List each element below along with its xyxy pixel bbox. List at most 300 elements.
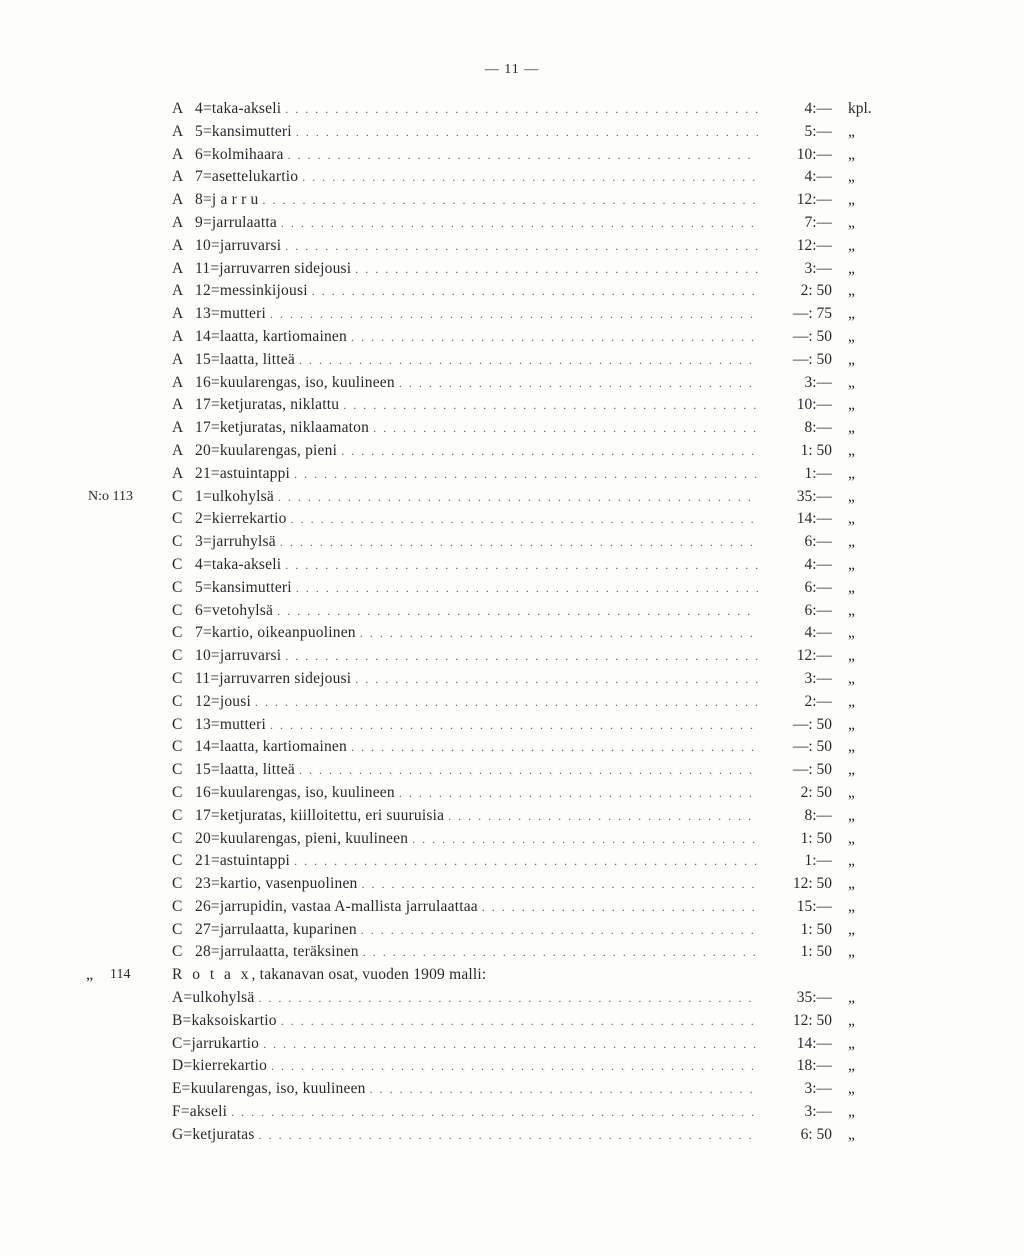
part-description xyxy=(195,235,285,258)
list-row xyxy=(0,144,1024,167)
description-text: D=kierrekartio xyxy=(172,1057,268,1075)
dot-leader xyxy=(277,600,758,623)
price: 18:— xyxy=(796,1057,832,1075)
part-description xyxy=(195,326,351,349)
dot-leader xyxy=(373,417,758,440)
description-text: 12=jousi xyxy=(195,692,251,710)
unit-mark: kpl. xyxy=(848,100,872,117)
part-prefix: A xyxy=(172,350,184,368)
description-text: B=kaksoiskartio xyxy=(172,1011,277,1029)
part-label xyxy=(195,554,758,577)
unit-mark: „ xyxy=(848,1103,855,1121)
dot-leader xyxy=(270,303,758,326)
part-label xyxy=(172,987,758,1010)
price: 4:— xyxy=(804,168,832,186)
price: 3:— xyxy=(804,373,832,391)
part-description xyxy=(195,577,296,600)
price: 35:— xyxy=(796,487,832,505)
dot-leader xyxy=(294,850,758,873)
price: 12:— xyxy=(796,647,832,665)
description-text: 27=jarrulaatta, kuparinen xyxy=(195,920,357,938)
description-text: 6=vetohylsä xyxy=(195,601,274,619)
part-description xyxy=(195,645,285,668)
part-prefix: A xyxy=(172,122,184,140)
description-text: 1=ulkohylsä xyxy=(195,487,274,505)
part-label xyxy=(195,850,758,873)
part-label xyxy=(195,828,758,851)
part-label xyxy=(195,372,758,395)
dot-leader xyxy=(343,394,758,417)
dot-leader xyxy=(255,691,758,714)
part-description xyxy=(195,714,270,737)
dot-leader xyxy=(296,577,758,600)
dot-leader xyxy=(278,486,758,509)
dot-leader xyxy=(258,987,758,1010)
dot-leader xyxy=(285,235,758,258)
model-number: 114 xyxy=(110,967,131,983)
part-label xyxy=(195,463,758,486)
price: 2:— xyxy=(804,692,832,710)
dot-leader xyxy=(363,941,758,964)
unit-mark: „ xyxy=(848,122,855,140)
part-prefix: C xyxy=(172,533,183,551)
part-description xyxy=(172,1010,281,1033)
part-prefix: A xyxy=(172,305,184,323)
price: 15:— xyxy=(796,897,832,915)
description-text: 17=ketjuratas, kiilloitettu, eri suuruisia xyxy=(195,806,445,824)
dot-leader xyxy=(355,258,758,281)
part-prefix: C xyxy=(172,920,183,938)
part-label xyxy=(172,1101,758,1124)
part-label xyxy=(195,941,758,964)
price: 1:— xyxy=(804,464,832,482)
description-text: , takanavan osat, vuoden 1909 malli: xyxy=(251,966,487,984)
part-prefix: A xyxy=(172,373,184,391)
part-label xyxy=(195,805,758,828)
list-row xyxy=(0,98,1024,121)
list-row xyxy=(0,919,1024,942)
list-row xyxy=(0,850,1024,873)
part-label xyxy=(195,417,758,440)
list-row xyxy=(0,1124,1024,1147)
price: 10:— xyxy=(796,396,832,414)
part-prefix: C xyxy=(172,601,183,619)
description-text: A=ulkohylsä xyxy=(172,989,255,1007)
part-description xyxy=(195,212,281,235)
price: 6:— xyxy=(804,578,832,596)
price: 8:— xyxy=(804,419,832,437)
dot-leader xyxy=(259,1124,758,1147)
description-text: 10=jarruvarsi xyxy=(195,647,282,665)
price: 6:— xyxy=(804,533,832,551)
part-label xyxy=(195,440,758,463)
dot-leader xyxy=(281,212,758,235)
part-description xyxy=(172,1124,259,1147)
dot-leader xyxy=(399,372,758,395)
part-description xyxy=(195,919,361,942)
list-row xyxy=(0,189,1024,212)
list-row xyxy=(0,372,1024,395)
part-label xyxy=(195,189,758,212)
price: 7:— xyxy=(804,213,832,231)
unit-mark: „ xyxy=(848,510,855,528)
unit-mark: „ xyxy=(848,738,855,756)
part-prefix: C xyxy=(172,829,183,847)
price: 35:— xyxy=(796,989,832,1007)
description-text: 15=laatta, litteä xyxy=(195,350,295,368)
description-text: 21=astuintappi xyxy=(195,464,291,482)
part-label xyxy=(195,919,758,942)
description-text: E=kuularengas, iso, kuulineen xyxy=(172,1080,366,1098)
dot-leader xyxy=(299,349,758,372)
part-description xyxy=(195,600,277,623)
list-row xyxy=(0,212,1024,235)
list-row xyxy=(0,531,1024,554)
unit-mark: „ xyxy=(848,555,855,573)
unit-mark: „ xyxy=(848,647,855,665)
dot-leader xyxy=(341,440,758,463)
part-description xyxy=(195,873,361,896)
dot-leader xyxy=(263,1033,758,1056)
part-label xyxy=(195,873,758,896)
dot-leader xyxy=(270,714,758,737)
dot-leader xyxy=(448,805,758,828)
price: 12:— xyxy=(796,236,832,254)
part-prefix: C xyxy=(172,487,183,505)
description-text: 15=laatta, litteä xyxy=(195,761,295,779)
part-label xyxy=(195,326,758,349)
part-prefix: C xyxy=(172,783,183,801)
part-description xyxy=(195,463,294,486)
list-row xyxy=(0,668,1024,691)
price: 4:— xyxy=(804,624,832,642)
list-row xyxy=(0,600,1024,623)
part-description xyxy=(195,508,291,531)
part-label xyxy=(195,166,758,189)
list-row xyxy=(0,736,1024,759)
unit-mark: „ xyxy=(848,783,855,801)
price: 12:— xyxy=(796,191,832,209)
part-prefix: A xyxy=(172,191,184,209)
description-text: 13=mutteri xyxy=(195,305,267,323)
unit-mark: „ xyxy=(848,601,855,619)
part-description xyxy=(195,486,278,509)
list-row xyxy=(0,782,1024,805)
description-text: 12=messinkijousi xyxy=(195,282,308,300)
dot-leader xyxy=(285,98,758,121)
list-row xyxy=(0,417,1024,440)
part-prefix: C xyxy=(172,897,183,915)
part-prefix: C xyxy=(172,624,183,642)
part-prefix: C xyxy=(172,669,183,687)
dot-leader xyxy=(271,1055,758,1078)
unit-mark: „ xyxy=(848,350,855,368)
dot-leader xyxy=(299,759,758,782)
dot-leader xyxy=(281,1010,758,1033)
description-text: 4=taka-akseli xyxy=(195,555,282,573)
dot-leader xyxy=(482,896,758,919)
price: 10:— xyxy=(796,145,832,163)
description-text: 16=kuularengas, iso, kuulineen xyxy=(195,783,395,801)
part-description xyxy=(195,166,302,189)
part-label xyxy=(172,1078,758,1101)
dot-leader xyxy=(399,782,758,805)
unit-mark: „ xyxy=(848,533,855,551)
brand-name: R o t a x xyxy=(172,966,252,984)
price: —: 50 xyxy=(792,715,832,733)
list-row xyxy=(0,121,1024,144)
part-description xyxy=(195,691,255,714)
dot-leader xyxy=(355,668,758,691)
list-row xyxy=(0,828,1024,851)
dot-leader xyxy=(370,1078,758,1101)
price: 3:— xyxy=(804,1103,832,1121)
description-text: 2=kierrekartio xyxy=(195,510,287,528)
list-row xyxy=(0,1055,1024,1078)
unit-mark: „ xyxy=(848,761,855,779)
price: 14:— xyxy=(796,1034,832,1052)
unit-mark: „ xyxy=(848,1125,855,1143)
unit-mark: „ xyxy=(848,829,855,847)
part-label xyxy=(195,668,758,691)
list-row xyxy=(0,258,1024,281)
list-row xyxy=(0,577,1024,600)
price: 2: 50 xyxy=(800,282,832,300)
list-row xyxy=(0,440,1024,463)
part-label xyxy=(195,736,758,759)
price: 3:— xyxy=(804,669,832,687)
part-prefix: A xyxy=(172,213,184,231)
unit-mark: „ xyxy=(848,852,855,870)
part-prefix: C xyxy=(172,875,183,893)
unit-mark: „ xyxy=(848,213,855,231)
unit-mark: „ xyxy=(848,669,855,687)
model-number: N:o 113 xyxy=(88,488,133,504)
part-description xyxy=(195,828,412,851)
description-text: 10=jarruvarsi xyxy=(195,236,282,254)
part-description xyxy=(195,98,285,121)
unit-mark: „ xyxy=(848,1080,855,1098)
unit-mark: „ xyxy=(848,875,855,893)
list-row xyxy=(0,166,1024,189)
part-description xyxy=(195,941,363,964)
list-row xyxy=(0,1010,1024,1033)
description-text: 17=ketjuratas, niklattu xyxy=(195,396,340,414)
part-label xyxy=(195,349,758,372)
description-text: 9=jarrulaatta xyxy=(195,213,277,231)
price: 3:— xyxy=(804,259,832,277)
part-prefix: A xyxy=(172,100,184,117)
part-label xyxy=(195,714,758,737)
price: —: 50 xyxy=(792,761,832,779)
list-row xyxy=(0,326,1024,349)
part-prefix: A xyxy=(172,145,184,163)
part-label xyxy=(195,645,758,668)
part-label xyxy=(172,964,758,987)
dot-leader xyxy=(285,554,758,577)
list-row xyxy=(0,622,1024,645)
unit-mark: „ xyxy=(848,464,855,482)
description-text: 5=kansimutteri xyxy=(195,122,292,140)
part-description xyxy=(195,372,399,395)
unit-mark: „ xyxy=(848,692,855,710)
unit-mark: „ xyxy=(848,943,855,961)
list-row xyxy=(0,554,1024,577)
price: 4:— xyxy=(804,100,832,117)
part-label xyxy=(195,235,758,258)
price: 4:— xyxy=(804,555,832,573)
description-text: 26=jarrupidin, vastaa A-mallista jarrulaattaa xyxy=(195,897,478,915)
price: —: 50 xyxy=(792,738,832,756)
description-text: 3=jarruhylsä xyxy=(195,533,276,551)
unit-mark: „ xyxy=(848,259,855,277)
part-description xyxy=(195,759,299,782)
part-description xyxy=(195,531,280,554)
part-description xyxy=(172,1055,271,1078)
list-row xyxy=(0,941,1024,964)
part-label xyxy=(195,782,758,805)
list-row xyxy=(0,486,1024,509)
part-prefix: C xyxy=(172,510,183,528)
list-row xyxy=(0,394,1024,417)
unit-mark: „ xyxy=(848,441,855,459)
description-text: 6=kolmihaara xyxy=(195,145,284,163)
price: 12: 50 xyxy=(792,875,832,893)
part-prefix: A xyxy=(172,396,184,414)
unit-mark: „ xyxy=(848,624,855,642)
list-row xyxy=(0,964,1024,987)
description-text: 11=jarruvarren sidejousi xyxy=(195,259,352,277)
part-label xyxy=(195,577,758,600)
list-row xyxy=(0,235,1024,258)
price: —: 50 xyxy=(792,350,832,368)
price-list xyxy=(0,98,1024,1147)
part-label xyxy=(195,622,758,645)
list-row xyxy=(0,1101,1024,1124)
part-prefix: C xyxy=(172,578,183,596)
unit-mark: „ xyxy=(848,806,855,824)
dot-leader xyxy=(412,828,758,851)
part-description xyxy=(195,440,341,463)
part-description xyxy=(195,896,482,919)
part-prefix: C xyxy=(172,761,183,779)
unit-mark: „ xyxy=(848,487,855,505)
price: 1: 50 xyxy=(800,920,832,938)
page-number: — 11 — xyxy=(484,62,540,77)
unit-mark: „ xyxy=(848,897,855,915)
description-text: 28=jarrulaatta, teräksinen xyxy=(195,943,359,961)
dot-leader xyxy=(294,463,758,486)
list-row xyxy=(0,759,1024,782)
dot-leader xyxy=(285,645,758,668)
list-row xyxy=(0,896,1024,919)
part-prefix: A xyxy=(172,327,184,345)
price: 6:— xyxy=(804,601,832,619)
part-description xyxy=(195,782,399,805)
part-label xyxy=(195,691,758,714)
dot-leader xyxy=(360,622,758,645)
part-description xyxy=(195,258,355,281)
price: 14:— xyxy=(796,510,832,528)
list-row xyxy=(0,1033,1024,1056)
unit-mark: „ xyxy=(848,1057,855,1075)
description-text: 5=kansimutteri xyxy=(195,578,292,596)
list-row xyxy=(0,463,1024,486)
description-text: F=akseli xyxy=(172,1103,228,1121)
list-row xyxy=(0,645,1024,668)
dot-leader xyxy=(291,508,758,531)
part-prefix: C xyxy=(172,852,183,870)
part-label xyxy=(195,600,758,623)
list-row xyxy=(0,508,1024,531)
part-prefix: C xyxy=(172,715,183,733)
part-label xyxy=(195,212,758,235)
unit-mark: „ xyxy=(848,327,855,345)
unit-mark: „ xyxy=(848,419,855,437)
part-description xyxy=(172,1033,263,1056)
part-description xyxy=(195,850,294,873)
price: 1: 50 xyxy=(800,441,832,459)
description-text: 14=laatta, kartiomainen xyxy=(195,327,347,345)
part-prefix: C xyxy=(172,738,183,756)
ditto-mark: „ xyxy=(86,966,94,984)
part-description xyxy=(195,736,351,759)
dot-leader xyxy=(280,531,758,554)
price: 3:— xyxy=(804,1080,832,1098)
part-label xyxy=(195,303,758,326)
part-prefix: A xyxy=(172,441,184,459)
description-text: 21=astuintappi xyxy=(195,852,291,870)
description-text: 20=kuularengas, pieni, kuulineen xyxy=(195,829,409,847)
description-text: 7=kartio, oikeanpuolinen xyxy=(195,624,356,642)
unit-mark: „ xyxy=(848,145,855,163)
unit-mark: „ xyxy=(848,396,855,414)
unit-mark: „ xyxy=(848,920,855,938)
list-row xyxy=(0,349,1024,372)
part-description xyxy=(195,121,296,144)
part-description xyxy=(195,189,262,212)
part-label xyxy=(172,1055,758,1078)
price: 1: 50 xyxy=(800,943,832,961)
dot-leader xyxy=(296,121,758,144)
price: 1:— xyxy=(804,852,832,870)
unit-mark: „ xyxy=(848,191,855,209)
part-label xyxy=(195,759,758,782)
description-text: 4=taka-akseli xyxy=(195,100,282,117)
dot-leader xyxy=(351,326,758,349)
part-description xyxy=(195,394,343,417)
dot-leader xyxy=(312,280,758,303)
part-description xyxy=(172,987,258,1010)
part-prefix: A xyxy=(172,168,184,186)
description-text: 13=mutteri xyxy=(195,715,267,733)
description-text: G=ketjuratas xyxy=(172,1125,255,1143)
part-label xyxy=(172,1010,758,1033)
part-description xyxy=(195,349,299,372)
unit-mark: „ xyxy=(848,578,855,596)
part-label xyxy=(195,98,758,121)
price: 2: 50 xyxy=(800,783,832,801)
part-description xyxy=(195,805,448,828)
part-label xyxy=(195,258,758,281)
part-label xyxy=(172,1124,758,1147)
part-prefix: A xyxy=(172,464,184,482)
list-row xyxy=(0,714,1024,737)
price: 8:— xyxy=(804,806,832,824)
unit-mark: „ xyxy=(848,236,855,254)
part-description xyxy=(195,554,285,577)
list-row xyxy=(0,303,1024,326)
